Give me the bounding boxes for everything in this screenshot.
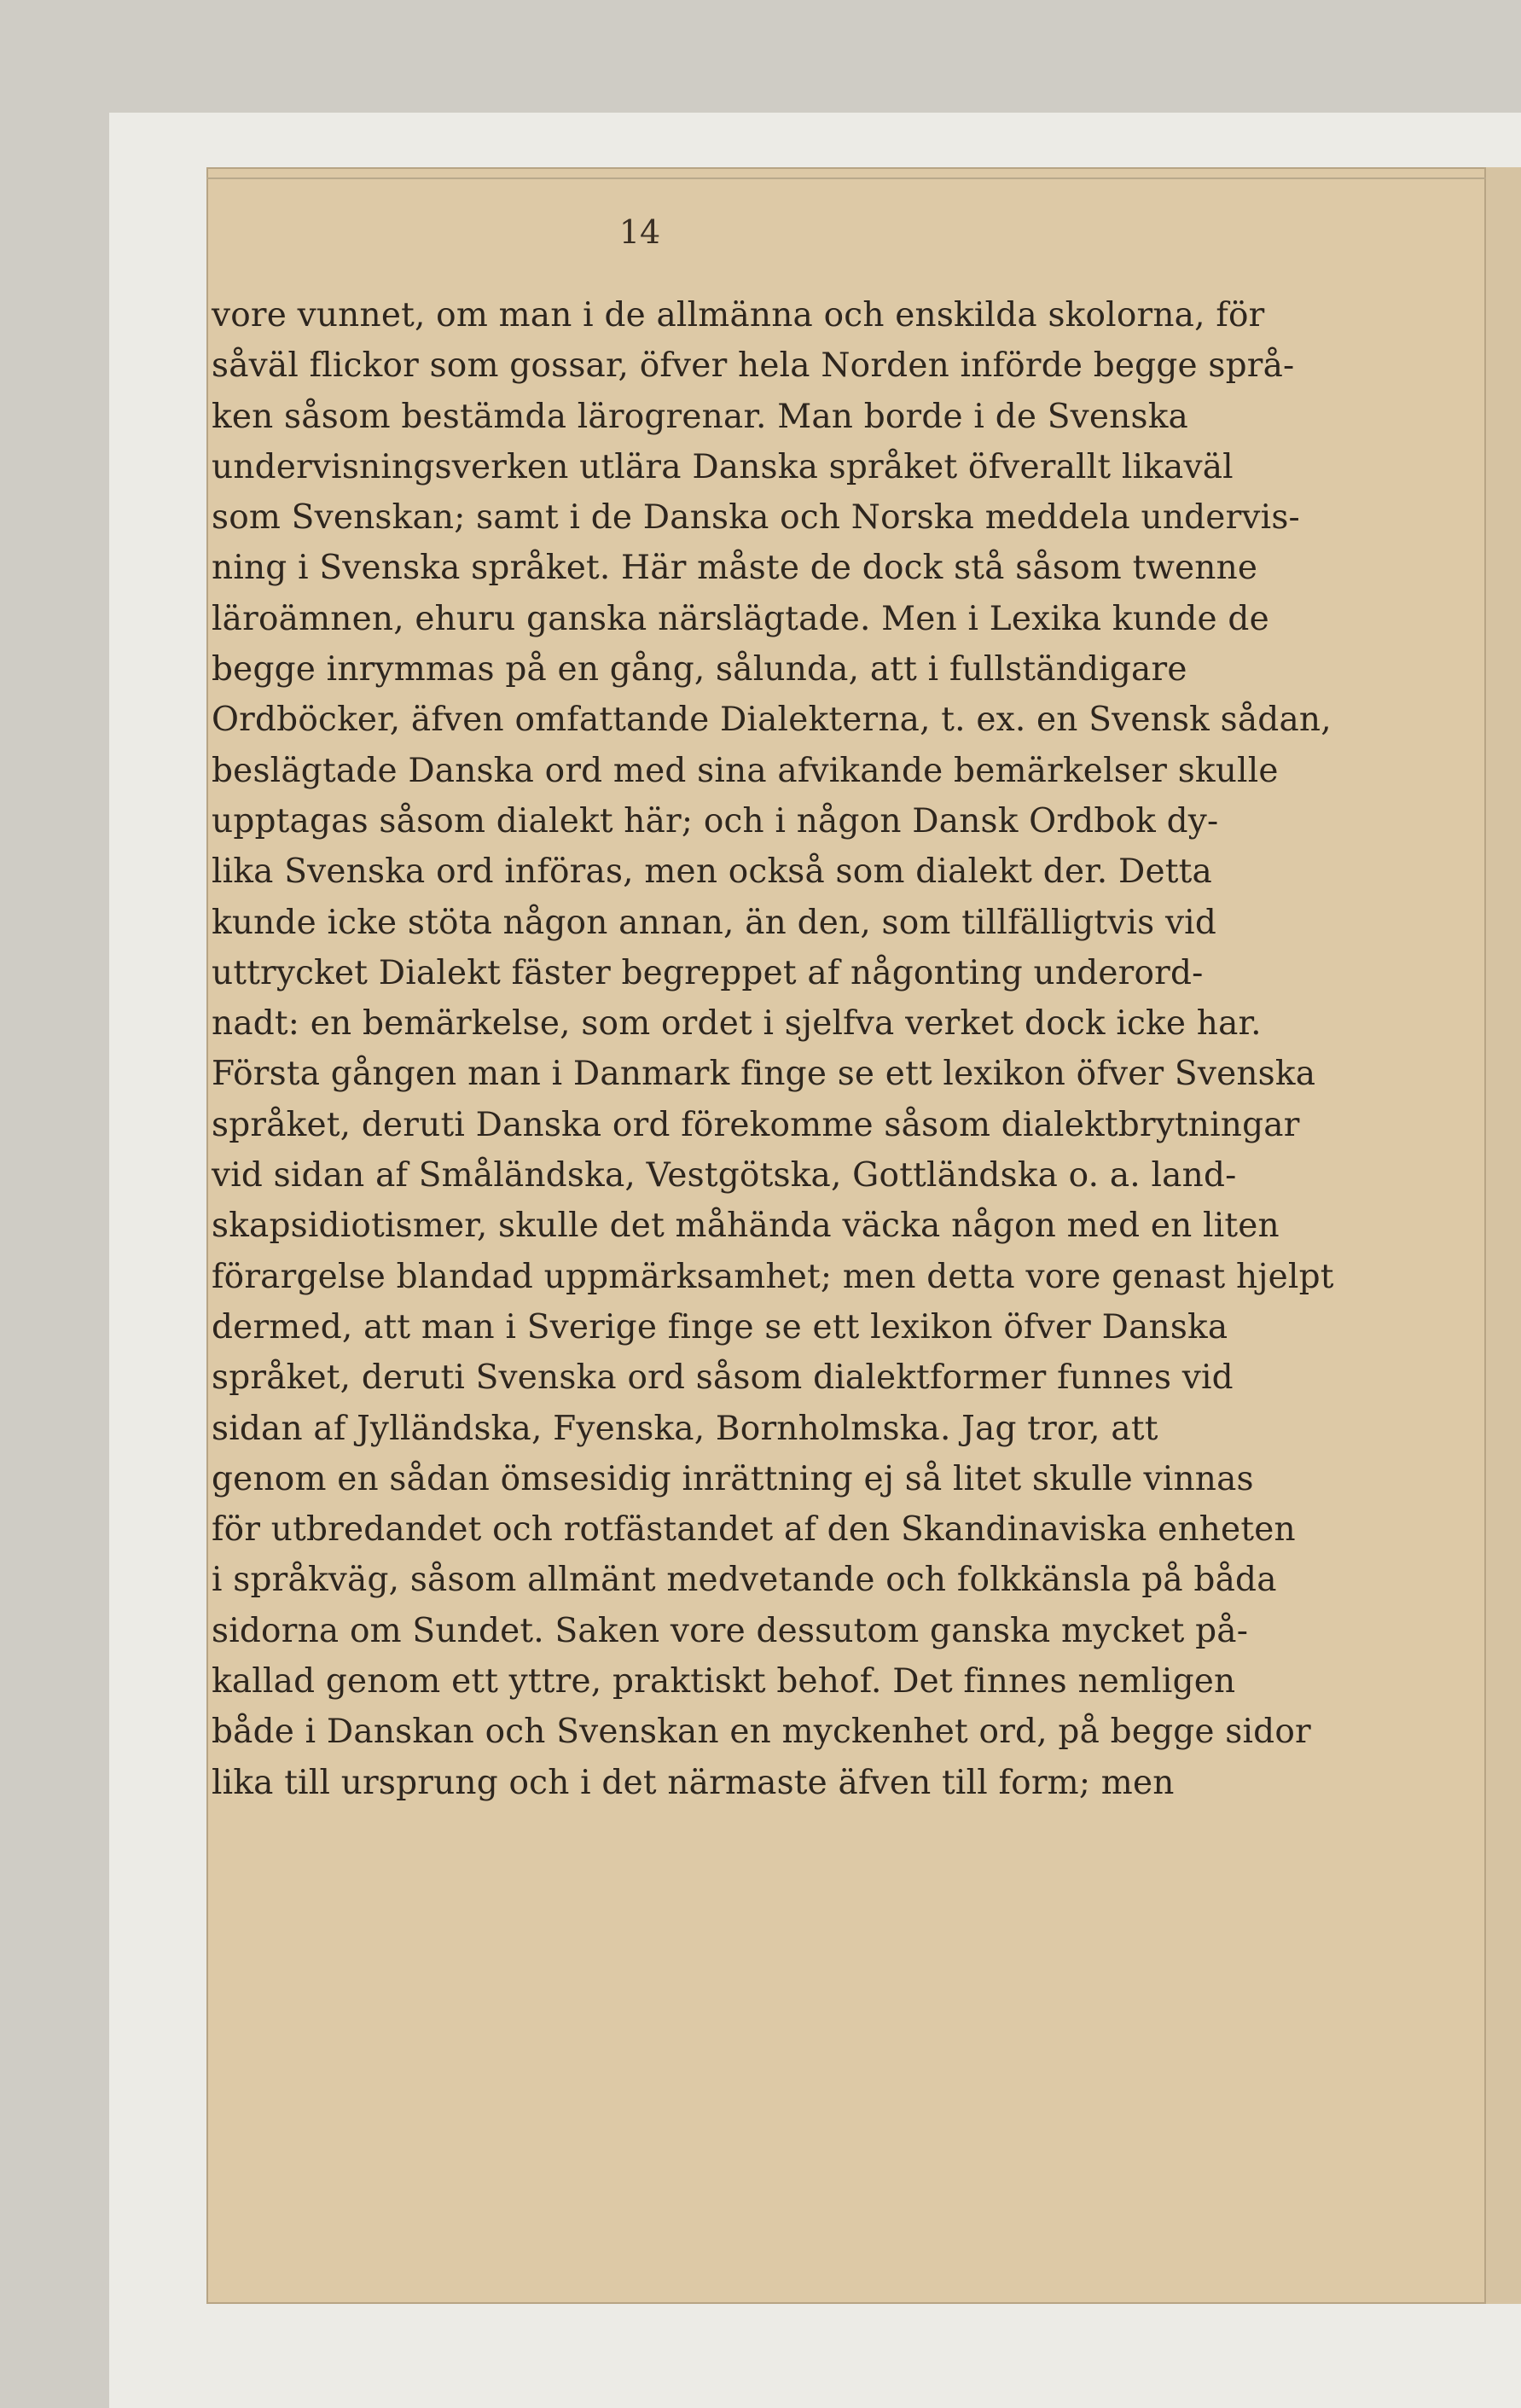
text-line: språket, deruti Danska ord förekomme såsom dialektbrytningar	[212, 1105, 1300, 1144]
text-line: lika till ursprung och i det närmaste äfven till form; men	[212, 1763, 1175, 1802]
text-line: genom en sådan ömsesidig inrättning ej så litet skulle vinnas	[212, 1459, 1254, 1498]
text-line: för utbredandet och rotfästandet af den Skandinaviska enheten	[212, 1510, 1296, 1550]
text-line: undervisningsverken utlära Danska språket öfverallt likaväl	[212, 447, 1234, 486]
facing-page-edge	[1483, 167, 1521, 2304]
text-line: sidorna om Sundet. Saken vore dessutom ganska mycket på-	[212, 1611, 1249, 1650]
text-line: upptagas såsom dialekt här; och i någon Dansk Ordbok dy-	[212, 801, 1219, 840]
text-line: i språkväg, såsom allmänt medvetande och folkkänsla på båda	[212, 1561, 1277, 1600]
text-line: ken såsom bestämda lärogrenar. Man borde i de Svenska	[212, 397, 1188, 436]
text-line: förargelse blandad uppmärksamhet; men detta vore genast hjelpt	[212, 1257, 1334, 1296]
body-text	[212, 290, 1334, 1808]
text-line: Ordböcker, äfven omfattande Dialekterna, t. ex. en Svensk sådan,	[212, 701, 1332, 740]
text-line: sidan af Jylländska, Fyenska, Bornholmska. Jag tror, att	[212, 1409, 1158, 1448]
text-line: kallad genom ett yttre, praktiskt behof. Det finnes nemligen	[212, 1662, 1236, 1701]
text-line: vid sidan af Småländska, Vestgötska, Gottländska o. a. land-	[212, 1156, 1237, 1195]
text-line: lika Svenska ord införas, men också som dialekt der. Detta	[212, 852, 1212, 892]
text-line: dermed, att man i Sverige finge se ett lexikon öfver Danska	[212, 1307, 1228, 1347]
text-line: läroämnen, ehuru ganska närslägtade. Men i Lexika kunde de	[212, 599, 1269, 638]
text-line: språket, deruti Svenska ord såsom dialektformer funnes vid	[212, 1358, 1234, 1398]
text-line: både i Danskan och Svenskan en myckenhet ord, på begge sidor	[212, 1713, 1311, 1752]
text-line: som Svenskan; samt i de Danska och Norska meddela undervis-	[212, 498, 1300, 538]
text-line: beslägtade Danska ord med sina afvikande bemärkelser skulle	[212, 751, 1279, 790]
text-line: skapsidiotismer, skulle det måhända väcka någon med en liten	[212, 1207, 1280, 1246]
page-number: 14	[618, 213, 661, 251]
page-top-rule	[206, 177, 1486, 179]
text-line: Första gången man i Danmark finge se ett lexikon öfver Svenska	[212, 1055, 1316, 1094]
text-line: såväl flickor som gossar, öfver hela Norden införde begge språ-	[212, 346, 1295, 386]
text-line: ning i Svenska språket. Här måste de dock stå såsom twenne	[212, 549, 1258, 588]
text-line: uttrycket Dialekt fäster begreppet af någonting underord-	[212, 953, 1204, 992]
text-line: nadt: en bemärkelse, som ordet i sjelfva verket dock icke har.	[212, 1004, 1262, 1044]
text-line: begge inrymmas på en gång, sålunda, att i fullständigare	[212, 650, 1187, 689]
text-line: kunde icke stöta någon annan, än den, som tillfälligtvis vid	[212, 903, 1217, 942]
text-line: vore vunnet, om man i de allmänna och enskilda skolorna, för	[212, 296, 1265, 334]
